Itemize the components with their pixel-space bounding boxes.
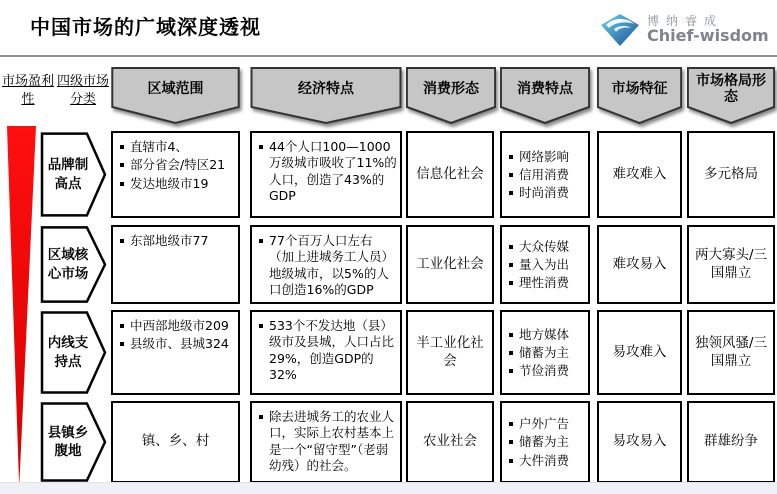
bullet-text: 除去进城务工的农业人口，实际上农村基本上是一个“留守型”（老弱幼残）的社会。 bbox=[269, 409, 395, 473]
bullet-square-icon bbox=[509, 155, 513, 159]
cell-consumption-traits-row1 bbox=[500, 131, 590, 218]
company-logo bbox=[600, 8, 772, 52]
bullet-text: 信用消费 bbox=[519, 166, 570, 182]
cell-market-feature-row1: 难攻难入 bbox=[597, 131, 682, 218]
axis-label-market-profitability: 市场盈利性 bbox=[1, 74, 54, 108]
bullet-square-icon bbox=[509, 369, 513, 373]
bullet-square-icon bbox=[509, 173, 513, 177]
bullet-item bbox=[507, 167, 585, 183]
bullet-square-icon bbox=[120, 324, 124, 328]
row-label-regional-core: 区域核心市场 bbox=[40, 225, 107, 304]
bullet-item bbox=[507, 416, 585, 432]
bullet-text: 部分省会/特区21 bbox=[130, 157, 226, 173]
bullet-item bbox=[257, 233, 397, 298]
bullet-item bbox=[118, 176, 235, 192]
cell-economy-row2 bbox=[250, 225, 402, 304]
bullet-text: 44个人口100—1000万级城市吸收了11%的人口，创造了43%的GDP bbox=[269, 139, 397, 203]
bullet-square-icon bbox=[509, 351, 513, 355]
bullet-square-icon bbox=[509, 333, 513, 337]
bullet-square-icon bbox=[259, 415, 263, 419]
bullet-text: 发达地级市19 bbox=[130, 175, 209, 191]
bullet-item bbox=[507, 275, 585, 291]
bullet-item bbox=[118, 139, 235, 155]
column-header-consumption-traits: 消费特点 bbox=[500, 67, 590, 125]
bullet-square-icon bbox=[509, 191, 513, 195]
bullet-item bbox=[507, 185, 585, 201]
bullet-square-icon bbox=[120, 342, 124, 346]
bullet-text: 533个不发达地（县）级市及县城，人口占比29%，创造GDP的32% bbox=[269, 318, 395, 382]
bullet-item bbox=[507, 149, 585, 165]
cell-region-row1 bbox=[111, 131, 240, 218]
column-header-economy: 经济特点 bbox=[250, 67, 402, 125]
bullet-item bbox=[118, 233, 235, 249]
cell-market-pattern-row4: 群雄纷争 bbox=[687, 401, 775, 483]
profitability-wedge bbox=[7, 126, 36, 487]
cell-consumption-traits-row4 bbox=[500, 401, 590, 483]
row-label-brand-highpoint: 品牌制高点 bbox=[40, 131, 107, 218]
bullet-item bbox=[507, 239, 585, 255]
bullet-square-icon bbox=[259, 239, 263, 243]
bullet-item bbox=[507, 257, 585, 273]
bullet-text: 网络影响 bbox=[519, 148, 570, 164]
bullet-item bbox=[118, 157, 235, 173]
bullet-square-icon bbox=[120, 145, 124, 149]
cell-market-pattern-row3: 独领风骚/三国鼎立 bbox=[687, 310, 775, 395]
bullet-square-icon bbox=[120, 239, 124, 243]
bullet-item bbox=[257, 409, 397, 474]
cell-market-feature-row2: 难攻易入 bbox=[597, 225, 682, 304]
column-header-market-pattern: 市场格局形态 bbox=[687, 67, 775, 125]
window-bottom-strip bbox=[0, 482, 777, 494]
cell-economy-row3 bbox=[250, 310, 402, 395]
bullet-text: 东部地级市77 bbox=[130, 233, 209, 248]
bullet-item bbox=[257, 139, 397, 204]
cell-consumption-traits-row3 bbox=[500, 310, 590, 395]
bullet-text: 户外广告 bbox=[519, 416, 570, 432]
bullet-text: 地方媒体 bbox=[519, 326, 570, 342]
column-header-consumption-form: 消费形态 bbox=[406, 67, 496, 125]
row-label-county-town-hinterland: 县镇乡腹地 bbox=[40, 401, 107, 483]
axis-label-market-classification: 四级市场分类 bbox=[56, 74, 109, 108]
bullet-item bbox=[507, 363, 585, 379]
cell-region-row4: 镇、乡、村 bbox=[111, 401, 240, 483]
cell-region-row2 bbox=[111, 225, 240, 304]
logo-name-cn: 博纳睿成 bbox=[647, 14, 724, 29]
bullet-item bbox=[118, 318, 235, 334]
page-title: 中国市场的广域深度透视 bbox=[30, 15, 261, 39]
bullet-item bbox=[507, 345, 585, 361]
cell-region-row3 bbox=[111, 310, 240, 395]
bullet-text: 大件消费 bbox=[519, 452, 570, 468]
bullet-item bbox=[507, 327, 585, 343]
bullet-item bbox=[507, 453, 585, 469]
bullet-square-icon bbox=[509, 281, 513, 285]
bullet-text: 节俭消费 bbox=[519, 363, 570, 379]
bullet-text: 储蓄为主 bbox=[519, 434, 570, 450]
logo-name-en: Chief-wisdom bbox=[647, 25, 769, 45]
bullet-text: 直辖市4、 bbox=[130, 139, 188, 154]
title-divider bbox=[0, 55, 777, 57]
bullet-item bbox=[257, 318, 397, 383]
bullet-text: 储蓄为主 bbox=[519, 344, 570, 360]
cell-market-feature-row4: 易攻易入 bbox=[597, 401, 682, 483]
bullet-text: 中西部地级市209 bbox=[130, 318, 229, 333]
bullet-item bbox=[507, 434, 585, 450]
cell-consumption-form-row1: 信息化社会 bbox=[406, 131, 494, 218]
row-label-inner-support: 内线支持点 bbox=[40, 310, 107, 395]
cell-consumption-form-row3: 半工业化社会 bbox=[406, 310, 494, 395]
column-header-market-feature: 市场特征 bbox=[597, 67, 682, 125]
cell-market-pattern-row1: 多元格局 bbox=[687, 131, 775, 218]
bullet-text: 时尚消费 bbox=[519, 185, 570, 201]
bullet-square-icon bbox=[259, 324, 263, 328]
cell-consumption-traits-row2 bbox=[500, 225, 590, 304]
bullet-text: 大众传媒 bbox=[519, 238, 570, 254]
bullet-square-icon bbox=[509, 263, 513, 267]
cell-market-feature-row3: 易攻难入 bbox=[597, 310, 682, 395]
bullet-square-icon bbox=[509, 245, 513, 249]
bullet-item bbox=[118, 336, 235, 352]
bullet-text: 理性消费 bbox=[519, 275, 570, 291]
bullet-text: 77个百万人口左右（加上进城务工人员）地级城市，以5%的人口创造16%的GDP bbox=[269, 233, 395, 297]
cell-economy-row1 bbox=[250, 131, 402, 218]
bullet-square-icon bbox=[509, 440, 513, 444]
cell-economy-row4 bbox=[250, 401, 402, 483]
column-header-region: 区域范围 bbox=[111, 67, 240, 125]
bullet-square-icon bbox=[509, 459, 513, 463]
bullet-square-icon bbox=[120, 163, 124, 167]
bullet-square-icon bbox=[509, 422, 513, 426]
cell-consumption-form-row2: 工业化社会 bbox=[406, 225, 494, 304]
bullet-square-icon bbox=[120, 182, 124, 186]
cell-consumption-form-row4: 农业社会 bbox=[406, 401, 494, 483]
bullet-text: 量入为出 bbox=[519, 256, 570, 272]
bullet-text: 县级市、县城324 bbox=[130, 336, 229, 352]
logo-icon bbox=[600, 13, 640, 47]
cell-market-pattern-row2: 两大寡头/三国鼎立 bbox=[687, 225, 775, 304]
bullet-square-icon bbox=[259, 145, 263, 149]
